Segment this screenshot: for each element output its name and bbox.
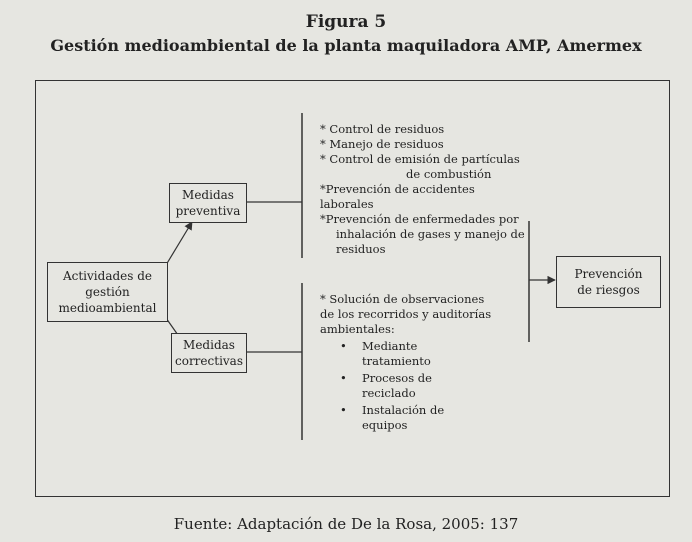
box-prevention-line: de riesgos	[577, 283, 640, 297]
list-item: * Solución de observaciones	[320, 292, 485, 306]
bullet-item	[320, 371, 540, 401]
bullet-line: • Mediante	[362, 339, 418, 353]
list-item: * Manejo de residuos	[320, 137, 444, 151]
box-activities-line: gestión	[85, 285, 130, 299]
box-preventive-line: Medidas	[182, 188, 234, 202]
list-item: de combustión	[406, 167, 492, 181]
preventive-measures-list	[320, 122, 540, 257]
bullet-item	[320, 403, 540, 433]
box-preventive-measures	[169, 183, 247, 223]
bullet-line: tratamiento	[362, 354, 431, 368]
bullet-line: • Instalación de	[362, 403, 445, 417]
list-item: inhalación de gases y manejo de	[336, 227, 525, 241]
box-activities-line: Actividades de	[62, 269, 153, 283]
arrow-to-preventive	[166, 222, 192, 265]
figure-source: Fuente: Adaptación de De la Rosa, 2005: 137	[173, 515, 519, 533]
list-item: residuos	[336, 242, 386, 256]
corrective-measures-list	[320, 292, 540, 433]
list-item: de los recorridos y auditorías	[320, 307, 492, 321]
figure-number: Figura 5	[305, 12, 387, 32]
box-corrective-measures	[171, 333, 247, 373]
list-item: * Control de emisión de partículas	[320, 152, 520, 166]
list-item: laborales	[320, 197, 374, 211]
figure-title: Gestión medioambiental de la planta maquiladora AMP, Amermex	[50, 36, 642, 55]
box-prevention-line: Prevención	[574, 267, 643, 281]
box-activities-line: medioambiental	[58, 301, 157, 315]
list-item: *Prevención de enfermedades por	[320, 212, 519, 226]
box-corrective-line: Medidas	[183, 338, 235, 352]
bullet-item	[320, 339, 540, 369]
box-risk-prevention	[556, 256, 661, 308]
bullet-line: reciclado	[362, 386, 416, 400]
box-corrective-line: correctivas	[175, 354, 243, 368]
box-activities	[47, 262, 168, 322]
list-item: ambientales:	[320, 322, 395, 336]
list-item: * Control de residuos	[320, 122, 445, 136]
list-item: *Prevención de accidentes	[320, 182, 475, 196]
bullet-line: • Procesos de	[362, 371, 432, 385]
bullet-line: equipos	[362, 418, 408, 432]
box-preventive-line: preventiva	[175, 204, 241, 218]
